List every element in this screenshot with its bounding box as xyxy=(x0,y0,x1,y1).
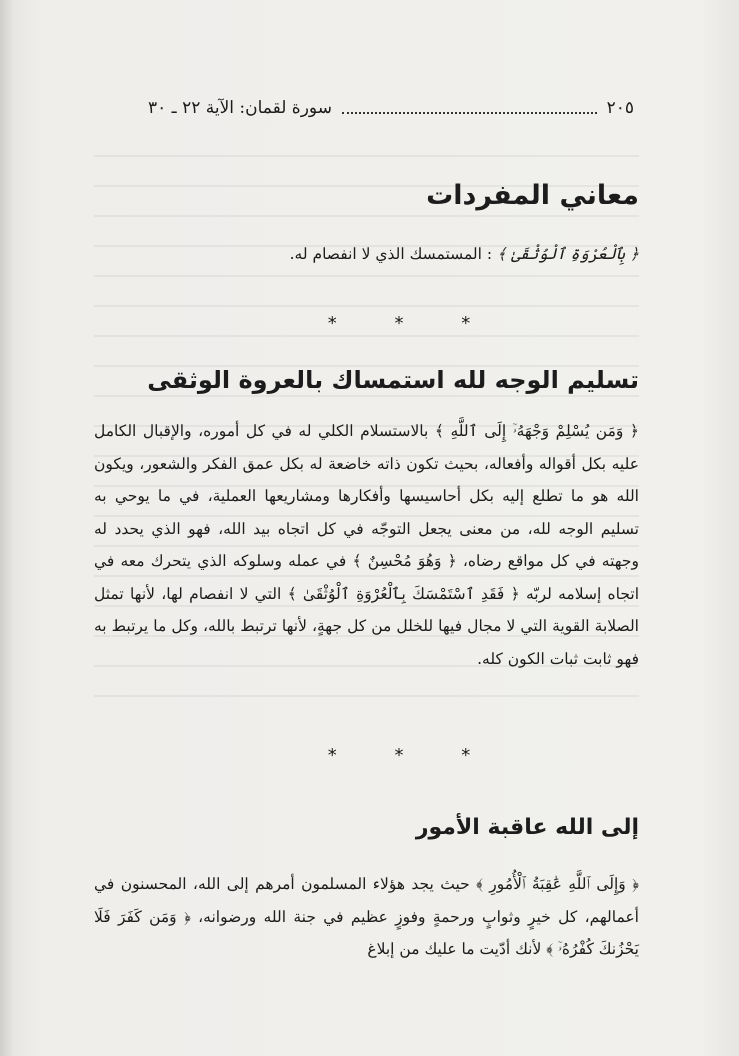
running-title: سورة لقمان: الآية ٢٢ ـ ٣٠ xyxy=(148,98,332,118)
section-separator: * * * xyxy=(327,745,497,766)
running-header xyxy=(148,95,634,121)
section-separator: * * * xyxy=(327,313,497,334)
heading-vocabulary: معاني المفردات xyxy=(426,180,639,211)
vocabulary-definition: : المستمسك الذي لا انفصام له. xyxy=(289,245,493,263)
heading-surrender: تسليم الوجه لله استمساك بالعروة الوثقى xyxy=(147,366,639,394)
page-number: ٢٠٥ xyxy=(606,98,634,118)
paragraph-surrender: ﴿ وَمَن يُسْلِمْ وَجْهَهُۥٓ إِلَى ٱللَّهِ ﴾ بالاستسلام الكلي له في كل أموره، والإقبال الكامل عليه بكل أقواله وأفعاله، بحيث تكون ذاته خاضعة له بكل عمق الفكر والشعور، ويكون الله هو ما تطلع إليه بكل أحاسيسها وأفكارها ومشاريعها العملية، في ما يوحي به تسليم الوجه لله، من معنى يجعل التوجّه في كل اتجاه بيد الله، فهو الذي يحدد له وجهته في كل مواقع رضاه، ﴿ وَهُوَ مُحْسِنٌ ﴾ في عمله وسلوكه الذي يتحرك معه في اتجاه إسلامه لربّه ﴿ فَقَدِ ٱسْتَمْسَكَ بِٱلْعُرْوَةِ ٱلْوُثْقَىٰ ﴾ التي لا انفصام لها، لأنها تمثل الصلابة القوية التي لا مجال فيها للخلل من كل جهةٍ، لأنها ترتبط بالله، وكل ما يرتبط به فهو ثابت ثبات الكون كله. xyxy=(94,422,639,668)
vocabulary-term: ﴿ بِٱلْعُرْوَةِ ٱلْوُثْقَىٰ ﴾ xyxy=(497,245,639,263)
paragraph-outcome: ﴿ وَإِلَى ٱللَّهِ عَٰقِبَةُ ٱلْأُمُورِ ﴾ حيث يجد هؤلاء المسلمون أمرهم إلى الله، المحسنون في أعمالهم، كل خيرٍ وثوابٍ ورحمةٍ وفوزٍ عظيم في جنة الله ورضوانه، ﴿ وَمَن كَفَرَ فَلَا يَحْزُنكَ كُفْرُهُۥٓ ﴾ لأنك أدّيت ما عليك من إبلاغ xyxy=(94,875,639,958)
vocabulary-entry xyxy=(94,238,639,271)
heading-outcome: إلى الله عاقبة الأمور xyxy=(415,815,639,840)
dotted-leader xyxy=(342,111,597,114)
page-gutter-shadow xyxy=(0,0,14,1056)
